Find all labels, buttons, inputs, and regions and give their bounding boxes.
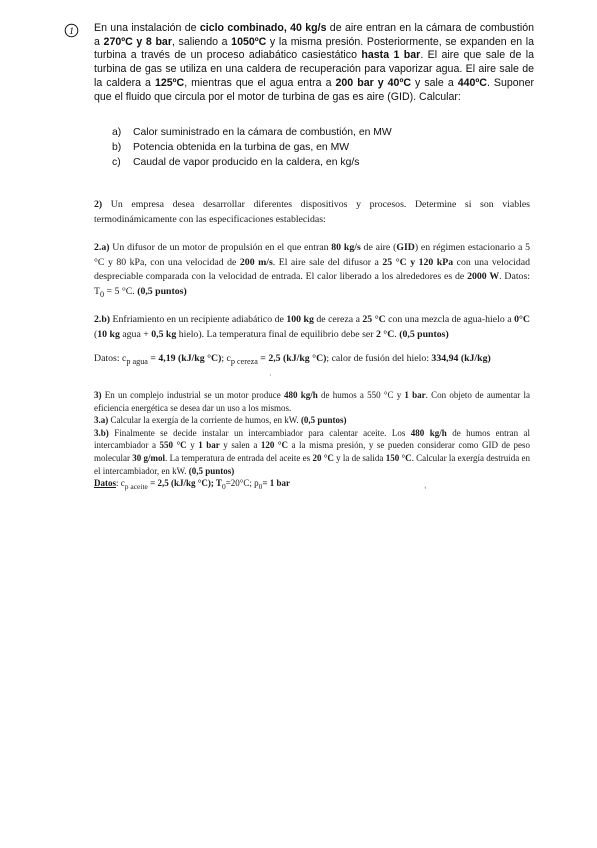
- question-item: b) Potencia obtenida en la turbina de gas, en MW: [112, 142, 350, 154]
- svg-text:1: 1: [69, 27, 74, 37]
- problem-2-intro: 2) Un empresa desea desarrollar diferentes dispositivos y procesos. Determine si son viables termodinámicamente con las especificaciones establecidas:: [94, 199, 530, 225]
- scan-speck: ·: [269, 371, 272, 380]
- question-item: a) Calor suministrado en la cámara de combustión, en MW: [112, 127, 392, 138]
- problem-3: 3) En un complejo industrial se un motor produce 480 kg/h de humos a 550 °C y 1 bar. Con objeto de aumentar la eficiencia energética se desea dar un uso a los mismos. 3.a) Calcular la exergía de la corriente de humos, en kW. (0,5 puntos) 3.b) Finalmente se decide instalar un intercambiador para calentar aceite. Los 480 kg/h de humos entran al intercambiador a 550 °C y 1 bar y salen a 120 °C a la misma presión, y se pueden considerar como GID de peso molecular 30 g/mol. La temperatura de entrada del aceite es 20 °C y la de salida 150 °C. Calcular la exergía destruida en el intercambiador, en kW. (0,5 puntos) Datos: $c_{p aceite} = 2,5$ (kJ/kg °C); $T_0=20^\circ C$; $p_0= 1$ bar: [94, 390, 531, 491]
- problem-2-data: Datos: $c_{p agua} = 4,19$ (kJ/kg °C); $c_{p cereza} = 2,5$ (kJ/kg °C); calor de fusión del hielo: 334,94 (kJ/kg): [94, 353, 491, 366]
- problem-number-circle: [64, 23, 79, 38]
- scan-speck: ‘: [424, 485, 427, 494]
- problem-1-statement: En una instalación de ciclo combinado, 40 kg/s de aire entran en la cámara de combustión a 270ºC y 8 bar, saliendo a 1050ºC y la misma presión. Posteriormente, se expanden en la turbina a través de un proceso adiabático casiestático hasta 1 bar. El aire que sale de la turbina de gas se utiliza en una caldera de recuperación para vaporizar agua. El aire sale de la caldera a 125ºC, mientras que el agua entra a 200 bar y 40ºC y sale a 440ºC. Suponer que el fluido que circula por el motor de turbina de gas es aire (GID). Calcular:: [94, 22, 535, 103]
- problem-2b: 2.b) Enfriamiento en un recipiente adiabático de 100 kg de cereza a 25 °C con una mezcla de agua-hielo a 0°C (10 kg agua + 0,5 kg hielo). La temperatura final de equilibrio debe ser 2 °C. (0,5 puntos): [94, 314, 530, 340]
- problem-2a: 2.a) Un difusor de un motor de propulsión en el que entran 80 kg/s de aire (GID) en régimen estacionario a 5 °C y 80 kPa, con una velocidad de 200 m/s. El aire sale del difusor a 25 °C y 120 kPa con una velocidad despreciable comparada con la velocidad de entrada. El calor liberado a los alrededores es de 2000 W. Datos: $T_0 = 5$ °C. (0,5 puntos): [94, 242, 530, 299]
- question-item: c) Caudal de vapor producido en la caldera, en kg/s: [112, 157, 360, 169]
- problem-1-questions: [112, 125, 392, 171]
